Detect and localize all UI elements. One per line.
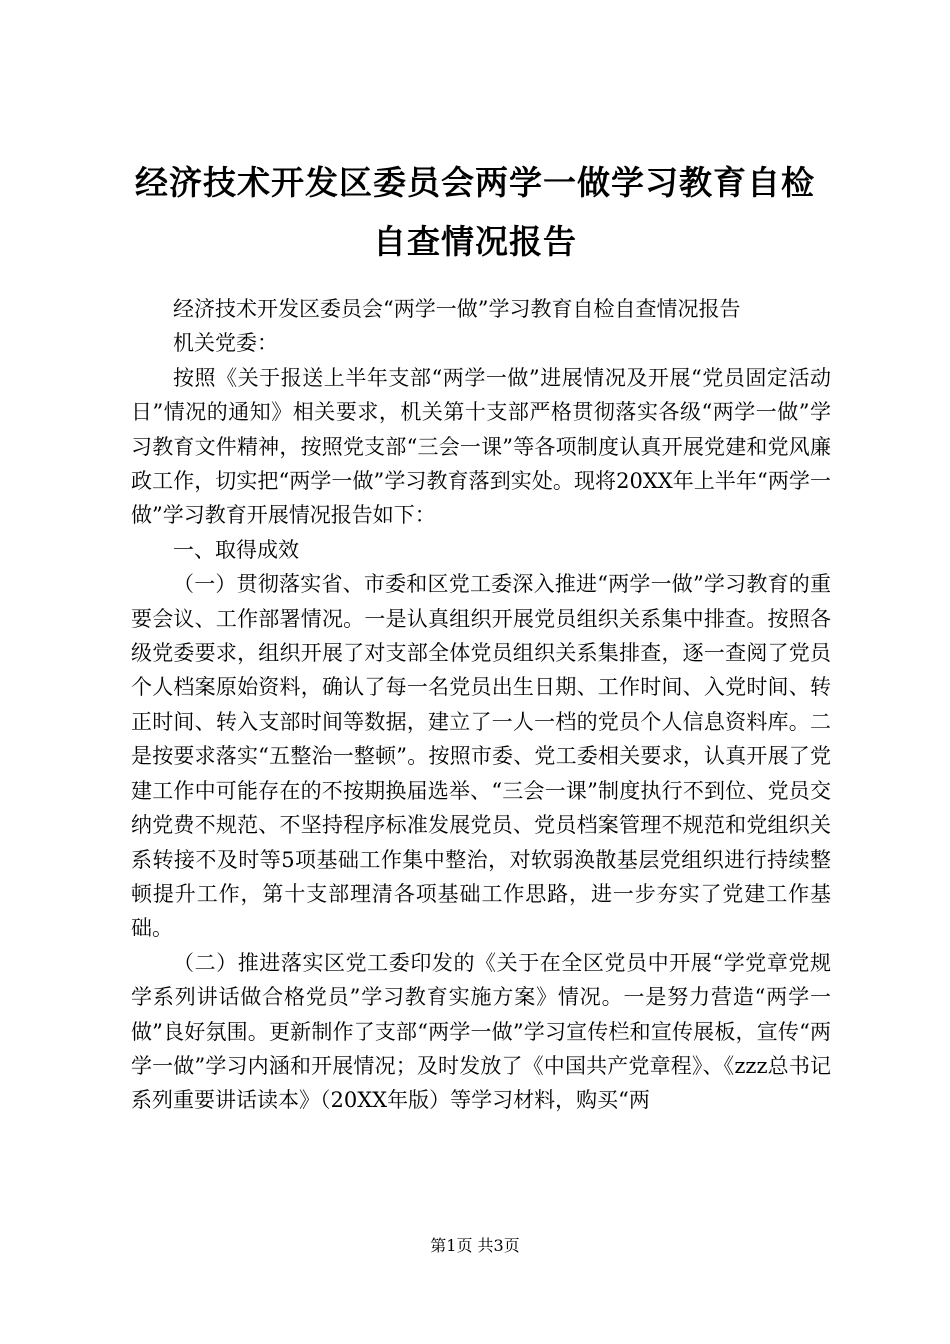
document-title-line-2: 自查情况报告: [373, 222, 577, 261]
paragraph-intro: 按照《关于报送上半年支部“两学一做”进展情况及开展“党员固定活动日”情况的通知》相关要求，机关第十支部严格贯彻落实各级“两学一做”学习教育文件精神，按照党支部“三会一课”等各项制度认真开展党建和党风廉政工作，切实把“两学一做”学习教育落到实处。现将20XX年上半年“两学一做”学习教育开展情况报告如下：: [131, 365, 831, 528]
paragraph-item-2: （二）推进落实区党工委印发的《关于在全区党员中开展“学党章党规学系列讲话做合格党员”学习教育实施方案》情况。一是努力营造“两学一做”良好氛围。更新制作了支部“两学一做”学习宣传栏和宣传展板，宣传“两学一做”学习内涵和开展情况；及时发放了《中国共产党章程》、《zzz总书记系列重要讲话读本》（20XX年版）等学习材料，购买“两: [131, 950, 831, 1113]
section-heading: 一、取得成效: [173, 537, 299, 562]
paragraph-item-1: （一）贯彻落实省、市委和区党工委深入推进“两学一做”学习教育的重要会议、工作部署情况。一是认真组织开展党员组织关系集中排查。按照各级党委要求，组织开展了对支部全体党员组织关系集排查，逐一查阅了党员个人档案原始资料，确认了每一名党员出生日期、工作时间、入党时间、转正时间、转入支部时间等数据，建立了一人一档的党员个人信息资料库。二是按要求落实“五整治一整顿”。按照市委、党工委相关要求，认真开展了党建工作中可能存在的不按期换届选举、“三会一课”制度执行不到位、党员交纳党费不规范、不坚持程序标准发展党员、党员档案管理不规范和党组织关系转接不及时等5项基础工作集中整治，对软弱涣散基层党组织进行持续整顿提升工作，第十支部理清各项基础工作思路，进一步夯实了党建工作基础。: [131, 572, 831, 941]
document-body: [131, 292, 831, 1118]
document-title-line-1: 经济技术开发区委员会两学一做学习教育自检: [135, 163, 815, 202]
paragraph-salutation: 机关党委：: [173, 331, 278, 356]
page-number-footer: 第1页 共3页: [430, 1236, 520, 1255]
paragraph-subtitle: 经济技术开发区委员会“两学一做”学习教育自检自查情况报告: [173, 297, 741, 321]
